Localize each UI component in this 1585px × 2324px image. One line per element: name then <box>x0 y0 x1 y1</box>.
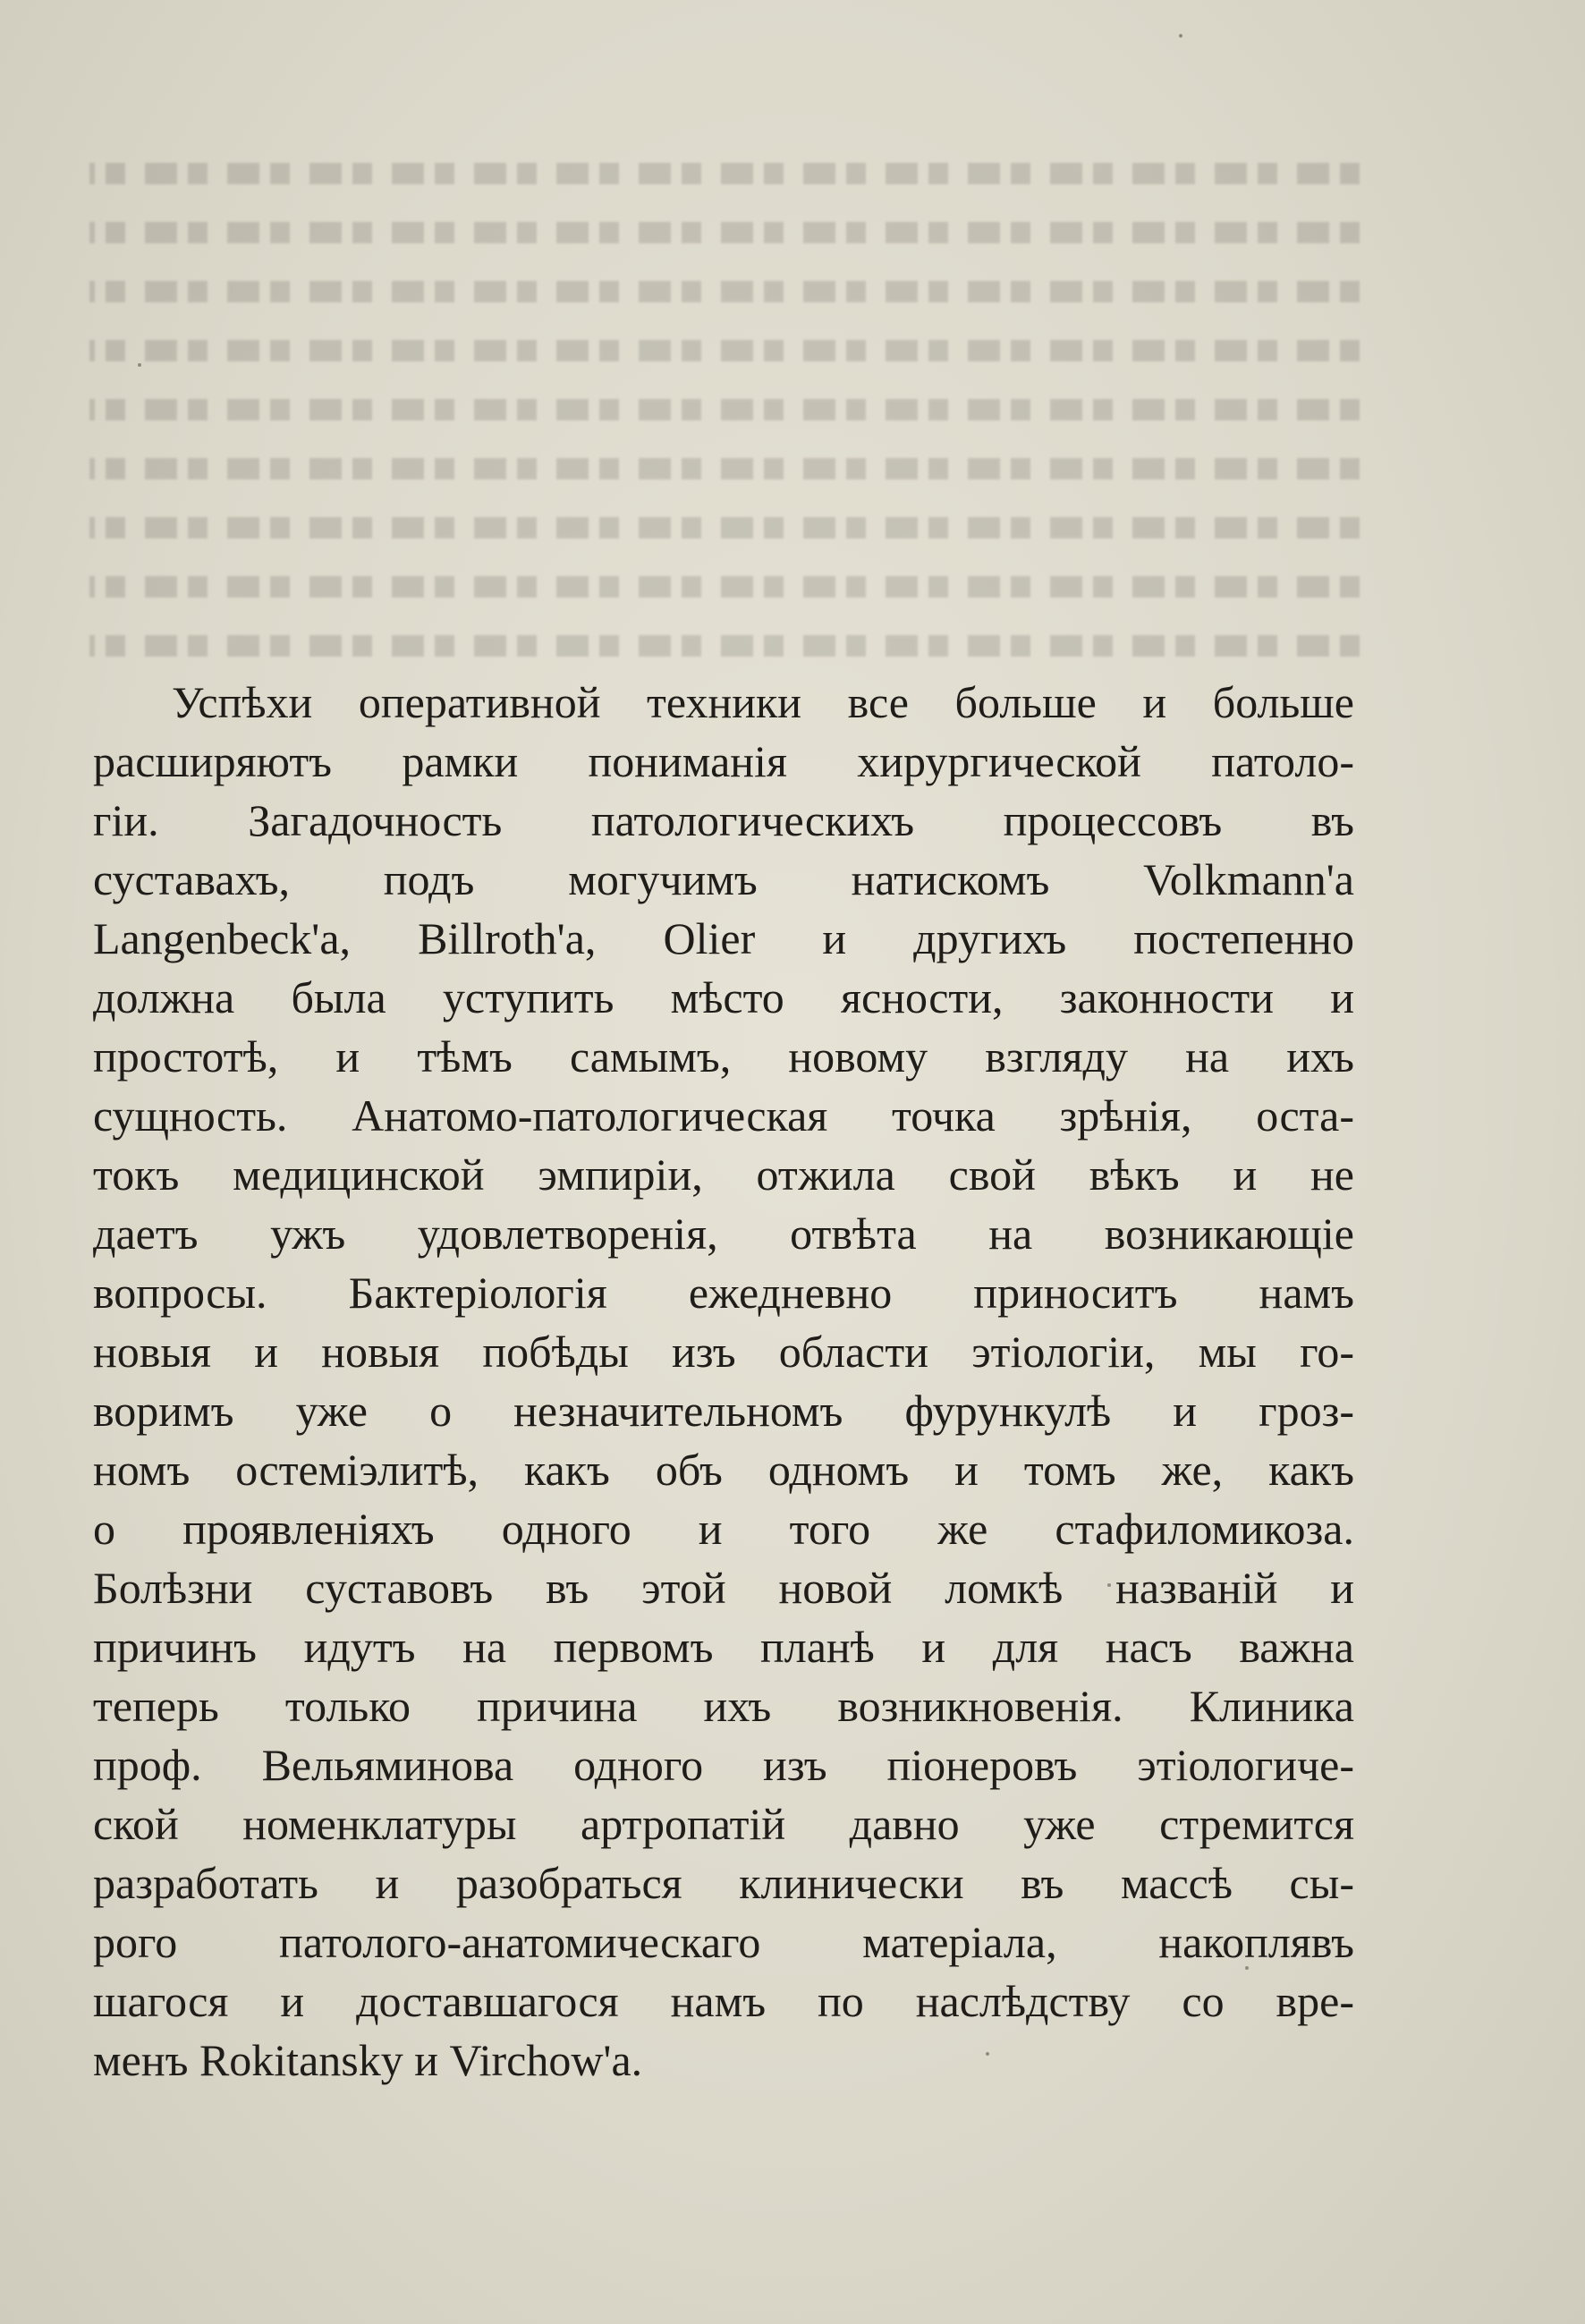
text-line: вопросы. Бактеріологія ежедневно приноситъ намъ <box>93 1268 1354 1318</box>
bleed-through-text <box>89 143 1360 674</box>
bleed-through-line <box>89 497 1360 556</box>
text-line: рого патолого-анатомическаго матеріала, накоплявъ <box>93 1917 1354 1967</box>
text-line: суставахъ, подъ могучимъ натискомъ Volkmann'a <box>93 854 1354 904</box>
bleed-through-line <box>89 320 1360 379</box>
text-line: менъ Rokitansky и Virchow'a. <box>93 2035 643 2085</box>
bleed-through-line <box>89 556 1360 615</box>
text-line: о проявленіяхъ одного и того же стафиломикоза. <box>93 1504 1354 1554</box>
text-line: расширяютъ рамки пониманія хирургической патоло- <box>93 736 1354 786</box>
body-paragraph <box>93 673 1354 2090</box>
text-line: токъ медицинской эмпиріи, отжила свой вѣкъ и не <box>93 1149 1354 1200</box>
text-line: Langenbeck'a, Billroth'a, Olier и другихъ постепенно <box>93 913 1354 963</box>
paper-speck <box>138 363 141 367</box>
bleed-through-line <box>89 438 1360 497</box>
bleed-through-line <box>89 202 1360 261</box>
bleed-through-line <box>89 261 1360 320</box>
text-line: шагося и доставшагося намъ по наслѣдству со вре- <box>93 1976 1354 2026</box>
text-line: разработать и разобраться клинически въ массѣ сы- <box>93 1858 1354 1908</box>
text-line: Болѣзни суставовъ въ этой новой ломкѣ названій и <box>93 1563 1354 1613</box>
bleed-through-line <box>89 143 1360 202</box>
text-line: ской номенклатуры артропатій давно уже стремится <box>93 1799 1354 1849</box>
paper-speck <box>1179 34 1182 38</box>
text-line: номъ остеміэлитѣ, какъ объ одномъ и томъ же, какъ <box>93 1445 1354 1495</box>
text-line: простотѣ, и тѣмъ самымъ, новому взгляду на ихъ <box>93 1031 1354 1081</box>
text-line: новыя и новыя побѣды изъ области этіологіи, мы го- <box>93 1327 1354 1377</box>
text-line: причинъ идутъ на первомъ планѣ и для насъ важна <box>93 1622 1354 1672</box>
text-line: должна была уступить мѣсто ясности, законности и <box>93 972 1354 1022</box>
text-line: Успѣхи оперативной техники все больше и больше <box>172 677 1354 727</box>
text-line: теперь только причина ихъ возникновенія. Клиника <box>93 1681 1354 1731</box>
bleed-through-line <box>89 379 1360 438</box>
bleed-through-line <box>89 615 1360 674</box>
text-line: проф. Вельяминова одного изъ піонеровъ этіологиче- <box>93 1740 1354 1790</box>
text-line: даетъ ужъ удовлетворенія, отвѣта на возникающіе <box>93 1209 1354 1259</box>
text-line: воримъ уже о незначительномъ фурункулѣ и гроз- <box>93 1386 1354 1436</box>
text-line: сущность. Анатомо-патологическая точка зрѣнія, оста- <box>93 1090 1354 1141</box>
text-line: гіи. Загадочность патологическихъ процессовъ въ <box>93 795 1354 845</box>
